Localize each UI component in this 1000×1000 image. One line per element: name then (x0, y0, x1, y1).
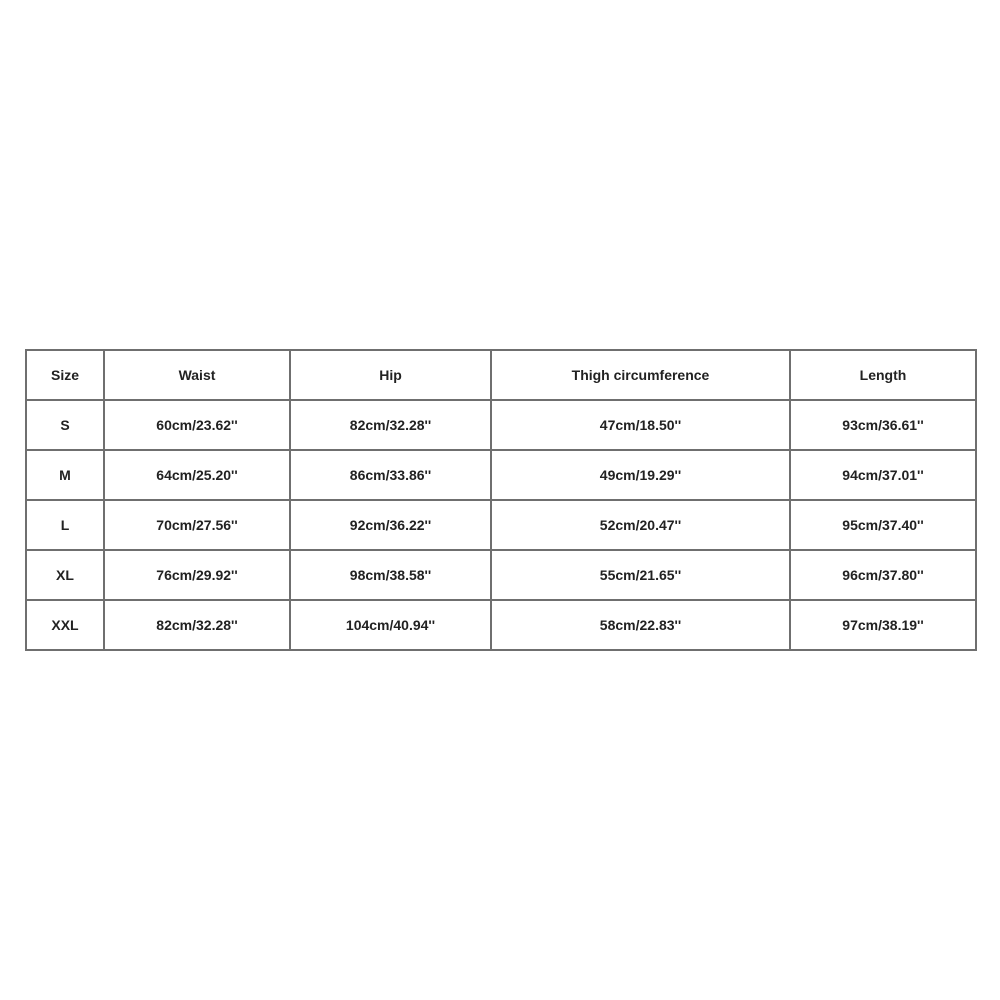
cell-thigh: 55cm/21.65'' (491, 550, 790, 600)
header-size: Size (26, 350, 104, 400)
header-thigh-circumference: Thigh circumference (491, 350, 790, 400)
cell-hip: 104cm/40.94'' (290, 600, 491, 650)
cell-waist: 82cm/32.28'' (104, 600, 290, 650)
header-length: Length (790, 350, 976, 400)
cell-thigh: 52cm/20.47'' (491, 500, 790, 550)
cell-length: 97cm/38.19'' (790, 600, 976, 650)
header-waist: Waist (104, 350, 290, 400)
table-row (26, 500, 976, 550)
cell-hip: 82cm/32.28'' (290, 400, 491, 450)
table-row (26, 450, 976, 500)
cell-hip: 92cm/36.22'' (290, 500, 491, 550)
cell-size: S (26, 400, 104, 450)
table-header-row (26, 350, 976, 400)
cell-thigh: 47cm/18.50'' (491, 400, 790, 450)
cell-length: 93cm/36.61'' (790, 400, 976, 450)
cell-size: L (26, 500, 104, 550)
cell-size: XL (26, 550, 104, 600)
cell-hip: 86cm/33.86'' (290, 450, 491, 500)
cell-hip: 98cm/38.58'' (290, 550, 491, 600)
cell-thigh: 58cm/22.83'' (491, 600, 790, 650)
cell-length: 95cm/37.40'' (790, 500, 976, 550)
cell-waist: 60cm/23.62'' (104, 400, 290, 450)
table-row (26, 400, 976, 450)
cell-waist: 64cm/25.20'' (104, 450, 290, 500)
header-hip: Hip (290, 350, 491, 400)
cell-waist: 70cm/27.56'' (104, 500, 290, 550)
cell-size: M (26, 450, 104, 500)
table-row (26, 550, 976, 600)
size-chart-table (25, 349, 977, 651)
cell-length: 96cm/37.80'' (790, 550, 976, 600)
cell-thigh: 49cm/19.29'' (491, 450, 790, 500)
table-row (26, 600, 976, 650)
cell-size: XXL (26, 600, 104, 650)
cell-waist: 76cm/29.92'' (104, 550, 290, 600)
cell-length: 94cm/37.01'' (790, 450, 976, 500)
